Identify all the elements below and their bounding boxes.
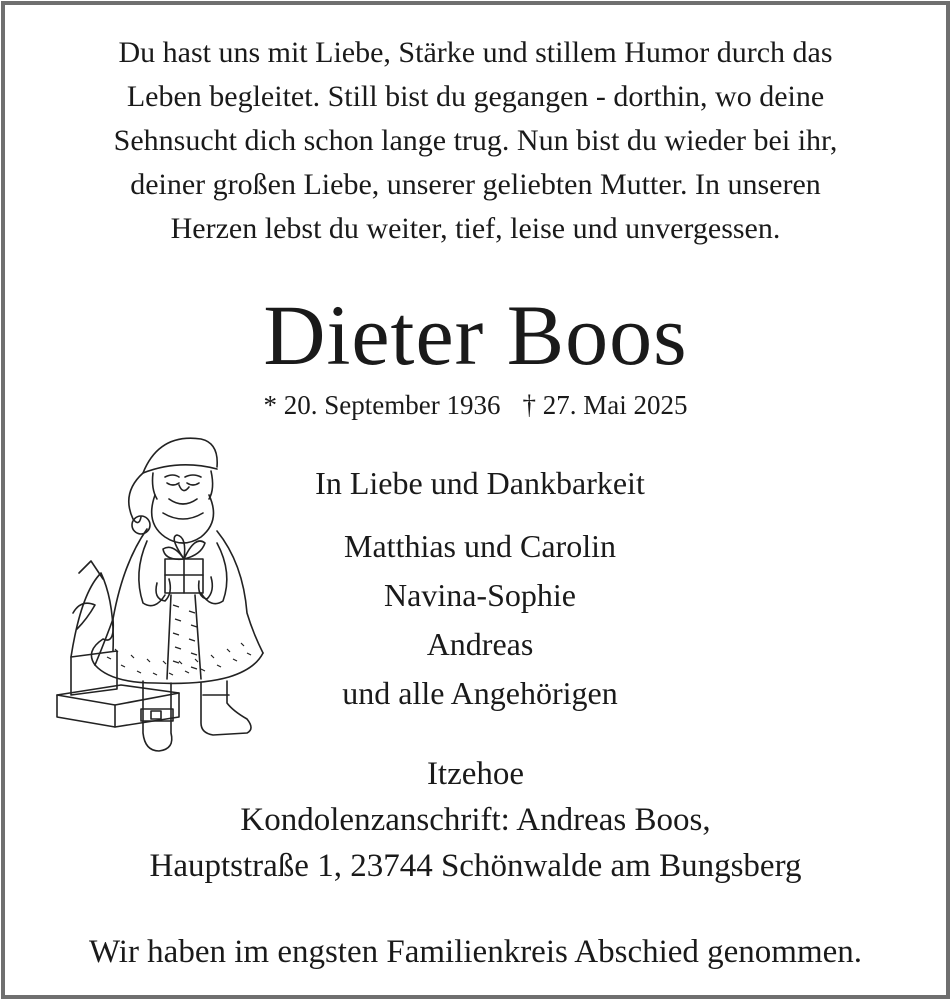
mourner-name: Matthias und Carolin: [344, 528, 616, 564]
mourners-intro: In Liebe und Dankbarkeit: [315, 465, 645, 501]
poem-line: Herzen lebst du weiter, tief, leise und unvergessen.: [170, 212, 781, 245]
address-block: [5, 751, 946, 889]
poem-line: Du hast uns mit Liebe, Stärke und stillem Humor durch das: [118, 36, 833, 69]
deceased-name: Dieter Boos: [263, 287, 688, 383]
mourner-name: Navina-Sophie: [384, 577, 576, 613]
poem-line: deiner großen Liebe, unserer geliebten Mutter. In unseren: [130, 168, 821, 201]
memorial-poem: [19, 31, 932, 251]
mourners-block: [250, 463, 710, 718]
condolence-address-line: Kondolenzanschrift: Andreas Boos,: [240, 802, 711, 838]
poem-line: Leben begleitet. Still bist du gegangen - dorthin, wo deine: [126, 80, 825, 113]
life-dates: [5, 388, 946, 422]
street-address-line: Hauptstraße 1, 23744 Schönwalde am Bungsberg: [149, 848, 802, 884]
death-date: † 27. Mai 2025: [522, 390, 688, 420]
mourner-name: Andreas: [426, 626, 534, 662]
mourners-names: [250, 522, 710, 718]
obituary-notice: [1, 1, 950, 999]
birth-date: * 20. September 1936: [263, 390, 501, 420]
poem-line: Sehnsucht dich schon lange trug. Nun bist du wieder bei ihr,: [113, 124, 838, 157]
mourner-name: und alle Angehörigen: [342, 675, 618, 711]
city: Itzehoe: [426, 756, 525, 792]
closing-statement: Wir haben im engsten Familienkreis Abschied genommen.: [88, 934, 863, 970]
santa-claus-icon: [51, 433, 267, 759]
